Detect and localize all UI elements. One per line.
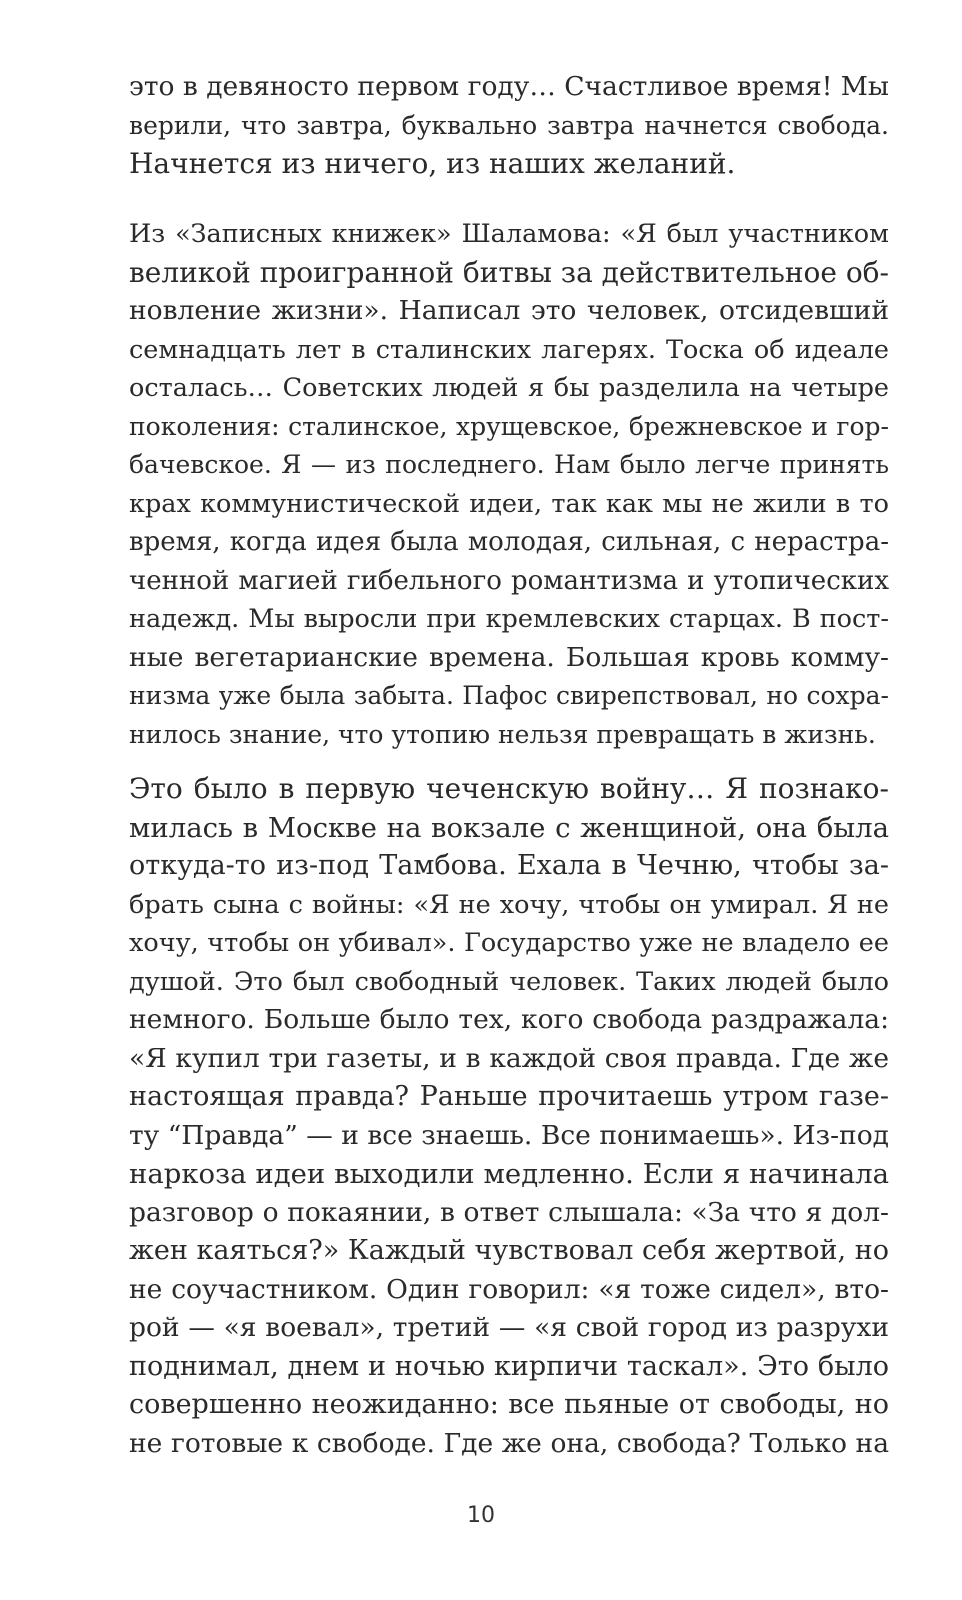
page-number: 10 [467, 1503, 495, 1528]
text-line: надежд. Мы выросли при кремлевских старцах. В пост- [129, 604, 889, 634]
text-line: «Я купил три газеты, и в каждой своя правда. Где же [129, 1042, 889, 1074]
text-line: ченной магией гибельного романтизма и утопических [129, 565, 889, 596]
text-line: немного. Больше было тех, кого свобода раздражала: [129, 1004, 889, 1035]
text-line: поднимал, днем и ночью кирпичи таскал». Это было [129, 1350, 889, 1382]
text-line: Это было в первую чеченскую войну… Я познако- [129, 772, 889, 805]
text-line: Из «Записных книжек» Шаламова: «Я был участником [129, 219, 889, 249]
paragraph-3 [129, 770, 889, 1463]
text-line: верили, что завтра, буквально завтра начнется свобода. [129, 110, 889, 140]
text-line: семнадцать лет в сталинских лагерях. Тоска об идеале [129, 334, 889, 365]
text-line: откуда-то из-под Тамбова. Ехала в Чечню, чтобы за- [129, 850, 889, 881]
text-line: жен каяться?» Каждый чувствовал себя жертвой, но [129, 1235, 889, 1266]
text-line: крах коммунистической идеи, так как мы не жили в то [129, 488, 889, 519]
text-line: новление жизни». Написал это человек, отсидевший [129, 295, 889, 326]
text-line: наркоза идеи выходили медленно. Если я начинала [129, 1158, 889, 1190]
text-line: настоящая правда? Раньше прочитаешь утром газе- [129, 1081, 889, 1112]
text-line: душой. Это был свободный человек. Таких людей было [129, 966, 889, 997]
text-line: нилось знание, что утопию нельзя превращать в жизнь. [129, 719, 876, 749]
text-line: осталась… Советских людей я бы разделила на четыре [129, 373, 889, 403]
text-line: не готовые к свободе. Где же она, свобода? Только на [129, 1427, 889, 1459]
text-line: ту “Правда” — и все знаешь. Все понимаешь». Из-под [129, 1119, 889, 1151]
text-line: рой — «я воевал», третий — «я свой город из разрухи [129, 1312, 889, 1343]
text-line: Начнется из ничего, из наших желаний. [129, 147, 736, 180]
text-line: совершенно неожиданно: все пьяные от свободы, но [129, 1389, 889, 1420]
text-line: низма уже была забыта. Пафос свирепствовал, но сохра- [129, 681, 889, 710]
text-line: время, когда идея была молодая, сильная, с нерастра- [129, 527, 889, 557]
text-line: милась в Москве на вокзале с женщиной, она была [129, 811, 889, 844]
paragraph-1 [129, 68, 889, 184]
text-line: разговор о покаянии, в ответ слышала: «За что я дол- [129, 1196, 889, 1228]
text-line: ные вегетарианские времена. Большая кровь комму- [129, 641, 889, 673]
text-line: хочу, чтобы он убивал». Государство уже не владело ее [129, 928, 889, 958]
text-line: брать сына с войны: «Я не хочу, чтобы он умирал. Я не [129, 889, 889, 920]
paragraph-2 [129, 215, 889, 754]
text-line: это в девяносто первом году… Счастливое время! Мы [129, 71, 890, 102]
text-line: поколения: сталинское, хрущевское, брежневское и гор- [129, 411, 889, 441]
text-line: не соучастником. Один говорил: «я тоже сидел», вто- [129, 1273, 889, 1305]
text-line: бачевское. Я — из последнего. Нам было легче принять [129, 450, 889, 479]
text-line: великой проигранной битвы за действительное об- [129, 255, 889, 289]
